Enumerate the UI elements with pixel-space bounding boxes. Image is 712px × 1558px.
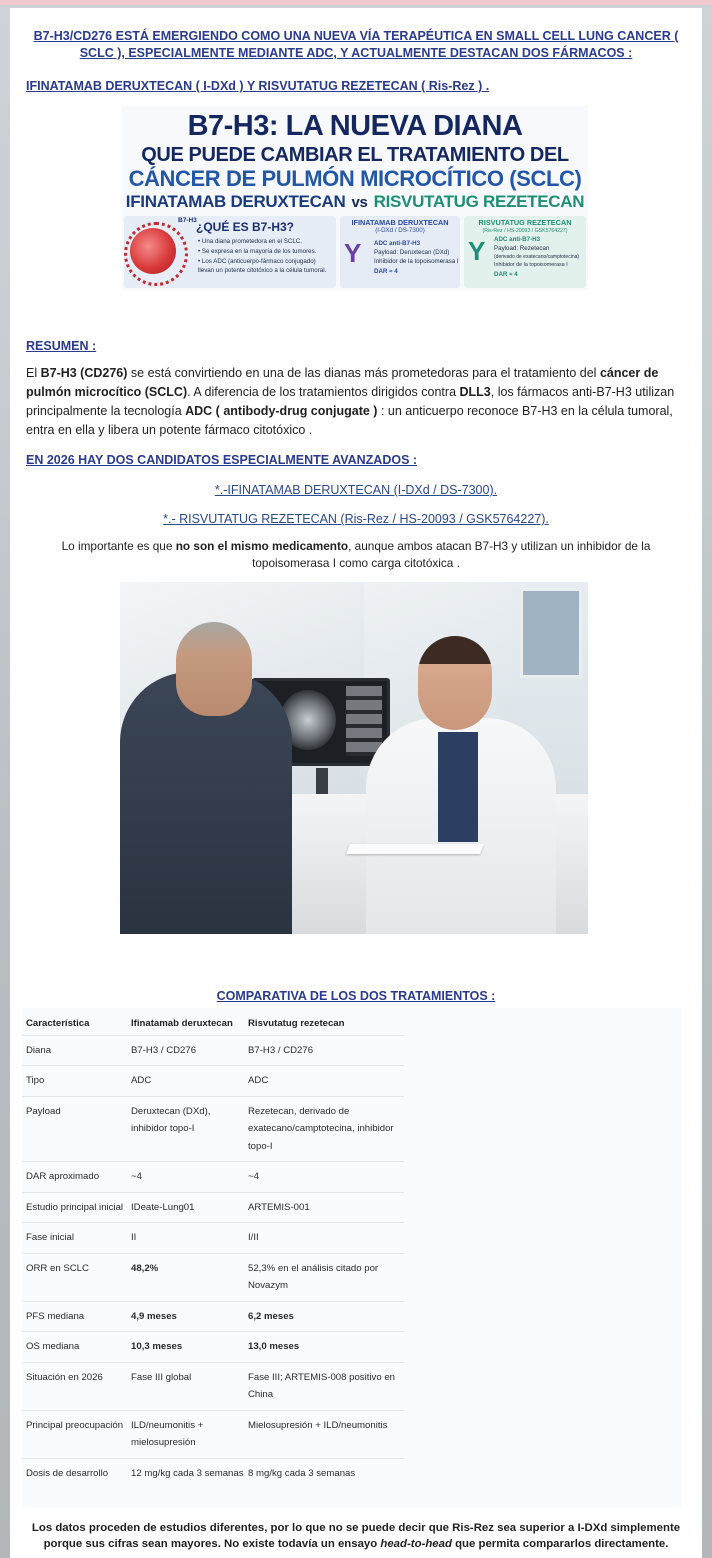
table-cell: DAR aproximado bbox=[22, 1162, 127, 1193]
risrez-panel bbox=[464, 216, 586, 288]
table-cell: Fase III; ARTEMIS-008 positivo en China bbox=[244, 1362, 404, 1410]
drugs-title-link[interactable]: IFINATAMAB DERUXTECAN ( I-DXd ) Y RISVUTATUG REZETECAN ( Ris-Rez ) . bbox=[26, 79, 490, 93]
table-cell: B7-H3 / CD276 bbox=[244, 1035, 404, 1066]
table-cell: Tipo bbox=[22, 1066, 127, 1097]
article-page bbox=[10, 8, 702, 1558]
antibody-icon: Y bbox=[468, 236, 486, 266]
panel3-title: RISVUTATUG REZETECAN bbox=[478, 218, 572, 227]
table-cell: 48,2% bbox=[127, 1253, 244, 1301]
panel1-bullet: • Los ADC (anticuerpo-fármaco conjugado) bbox=[198, 258, 316, 265]
candidates-heading[interactable]: EN 2026 HAY DOS CANDIDATOS ESPECIALMENTE AVANZADOS : bbox=[26, 453, 418, 467]
panel3-line: Inhibidor de la topoisomerasa I bbox=[494, 262, 568, 268]
table-cell: Mielosupresión + ILD/neumonitis bbox=[244, 1410, 404, 1458]
antibody-icon: Y bbox=[344, 238, 362, 268]
table-cell: Fase III global bbox=[127, 1362, 244, 1410]
panel2-line: ADC anti-B7-H3 bbox=[374, 240, 421, 247]
b7h3-tag: B7-H3 bbox=[178, 217, 197, 224]
table-cell: ~4 bbox=[127, 1162, 244, 1193]
candidates-note: Lo importante es que no son el mismo medicamento, aunque ambos atacan B7-H3 y utilizan un inhibidor de la topoisomerasa I como carga citotóxica . bbox=[61, 539, 651, 570]
table-row bbox=[22, 1162, 404, 1193]
banner-title-1: B7-H3: LA NUEVA DIANA bbox=[187, 110, 523, 142]
table-row bbox=[22, 1035, 404, 1066]
table-row bbox=[22, 1192, 404, 1223]
table-cell: Dosis de desarrollo bbox=[22, 1458, 127, 1488]
table-cell: Fase inicial bbox=[22, 1223, 127, 1254]
header-line-1[interactable]: B7-H3/CD276 ESTÁ EMERGIENDO COMO UNA NUEVA VÍA TERAPÉUTICA EN SMALL CELL LUNG CANCER ( bbox=[33, 29, 679, 43]
photo-wall-frame bbox=[520, 588, 582, 678]
resumen-paragraph: El B7-H3 (CD276) se está convirtiendo en una de las dianas más prometedoras para el tratamiento del cáncer de pulmón microcítico (SCLC). A diferencia de los tratamientos dirigidos contra DLL3, los fármacos anti-B7-H3 utilizan principalmente la tecnología ADC ( antibody-drug conjugate ) : un anticuerpo reconoce B7-H3 en la célula tumoral, entra en ella y libera un potente fármaco citotóxico . bbox=[26, 366, 675, 437]
hero-infographic bbox=[122, 106, 588, 290]
table-row bbox=[22, 1096, 404, 1162]
banner-title-2: QUE PUEDE CAMBIAR EL TRATAMIENTO DEL bbox=[141, 144, 569, 166]
doctor-scrubs bbox=[438, 732, 478, 842]
table-cell: ~4 bbox=[244, 1162, 404, 1193]
table-cell: II bbox=[127, 1223, 244, 1254]
table-cell: Situación en 2026 bbox=[22, 1362, 127, 1410]
panel3-line: Payload: Rezetecan bbox=[494, 245, 550, 252]
panel1-bullet: llevan un potente citotóxico a la célula tumoral. bbox=[198, 267, 327, 274]
banner-drugs-vs: IFINATAMAB DERUXTECAN vs RISVUTATUG REZETECAN bbox=[125, 192, 585, 211]
table-row bbox=[22, 1362, 404, 1410]
table-cell: Deruxtecan (DXd), inhibidor topo-I bbox=[127, 1096, 244, 1162]
table-cell: 8 mg/kg cada 3 semanas bbox=[244, 1458, 404, 1488]
table-cell: ILD/neumonitis + mielosupresión bbox=[127, 1410, 244, 1458]
table-row bbox=[22, 1410, 404, 1458]
table-cell: ADC bbox=[244, 1066, 404, 1097]
panel1-title: ¿QUÉ ES B7-H3? bbox=[196, 220, 295, 234]
doctor-head bbox=[418, 636, 492, 730]
panel3-line: DAR ≈ 4 bbox=[494, 271, 518, 278]
column-header: Risvutatug rezetecan bbox=[248, 1018, 345, 1030]
column-header: Ifinatamab deruxtecan bbox=[131, 1018, 233, 1030]
tumor-cell-icon bbox=[130, 228, 176, 274]
table-cell: OS mediana bbox=[22, 1332, 127, 1363]
resumen-heading[interactable]: RESUMEN : bbox=[26, 339, 97, 353]
table-cell: Estudio principal inicial bbox=[22, 1192, 127, 1223]
table-cell: 12 mg/kg cada 3 semanas bbox=[127, 1458, 244, 1488]
panel3-line: (derivado de exatecano/camptotecina) bbox=[494, 254, 580, 260]
column-header: Característica bbox=[26, 1018, 90, 1030]
table-row bbox=[22, 1066, 404, 1097]
monitor-stand bbox=[316, 768, 328, 796]
table-row bbox=[22, 1458, 404, 1488]
table-row bbox=[22, 1301, 404, 1332]
idxd-panel bbox=[340, 216, 460, 288]
panel2-line: Payload: Deruxtecan (DXd) bbox=[374, 249, 450, 256]
top-accent-bar bbox=[0, 0, 712, 5]
table-cell: 13,0 meses bbox=[244, 1332, 404, 1363]
panel2-title: IFINATAMAB DERUXTECAN bbox=[351, 218, 449, 227]
table-cell: PFS mediana bbox=[22, 1301, 127, 1332]
table-cell: IDeate-Lung01 bbox=[127, 1192, 244, 1223]
table-cell: 4,9 meses bbox=[127, 1301, 244, 1332]
table-cell: Principal preocupación bbox=[22, 1410, 127, 1458]
table-row bbox=[22, 1332, 404, 1363]
panel2-sub: (I-DXd / DS-7300) bbox=[375, 227, 425, 234]
table-cell: Rezetecan, derivado de exatecano/camptotecina, inhibidor topo-I bbox=[244, 1096, 404, 1162]
candidate-link-idxd[interactable]: *.-IFINATAMAB DERUXTECAN (I-DXd / DS-7300). bbox=[214, 483, 498, 497]
panel2-line: Inhibidor de la topoisomerasa I bbox=[374, 258, 459, 265]
panel3-line: ADC anti-B7-H3 bbox=[494, 236, 541, 243]
table-cell: I/II bbox=[244, 1223, 404, 1254]
table-cell: ORR en SCLC bbox=[22, 1253, 127, 1301]
table-cell: 6,2 meses bbox=[244, 1301, 404, 1332]
panel1-bullet: • Se expresa en la mayoría de los tumores. bbox=[198, 248, 317, 255]
table-cell: Payload bbox=[22, 1096, 127, 1162]
panel2-line: DAR ≈ 4 bbox=[374, 268, 398, 275]
table-cell: ADC bbox=[127, 1066, 244, 1097]
table-cell: 10,3 meses bbox=[127, 1332, 244, 1363]
candidate-link-risrez[interactable]: *.- RISVUTATUG REZETECAN (Ris-Rez / HS-20093 / GSK5764227). bbox=[163, 512, 549, 526]
panel1-bullet: • Una diana prometedora en el SCLC. bbox=[198, 238, 302, 245]
table-row bbox=[22, 1223, 404, 1254]
doctor-patient-photo bbox=[120, 582, 588, 934]
table-cell: ARTEMIS-001 bbox=[244, 1192, 404, 1223]
patient-head bbox=[176, 622, 252, 716]
banner-title-3: CÁNCER DE PULMÓN MICROCÍTICO (SCLC) bbox=[128, 166, 582, 191]
table-cell: 52,3% en el análisis citado por Novazym bbox=[244, 1253, 404, 1301]
table-header-row bbox=[22, 1013, 404, 1035]
table-cell: B7-H3 / CD276 bbox=[127, 1035, 244, 1066]
header-headline[interactable] bbox=[10, 28, 702, 62]
footer-disclaimer: Los datos proceden de estudios diferentes, por lo que no se puede decir que Ris-Rez sea superior a I-DXd simplemente porque sus cifras sean mayores. No existe todavía un ensayo head-to-head que permita compararlos directamente. bbox=[31, 1522, 681, 1550]
table-cell: Diana bbox=[22, 1035, 127, 1066]
what-is-b7h3-panel bbox=[124, 216, 336, 288]
comparison-table bbox=[22, 1013, 404, 1488]
panel3-sub: (Ris-Rez / HS-20093 / GSK5764227) bbox=[482, 228, 568, 234]
header-line-2[interactable]: SCLC ), ESPECIALMENTE MEDIANTE ADC, Y ACTUALMENTE DESTACAN DOS FÁRMACOS : bbox=[79, 46, 633, 60]
photo-document bbox=[346, 844, 484, 854]
ct-scan-slices bbox=[346, 686, 382, 756]
comparison-heading[interactable]: COMPARATIVA DE LOS DOS TRATAMIENTOS : bbox=[216, 989, 496, 1003]
table-row bbox=[22, 1253, 404, 1301]
